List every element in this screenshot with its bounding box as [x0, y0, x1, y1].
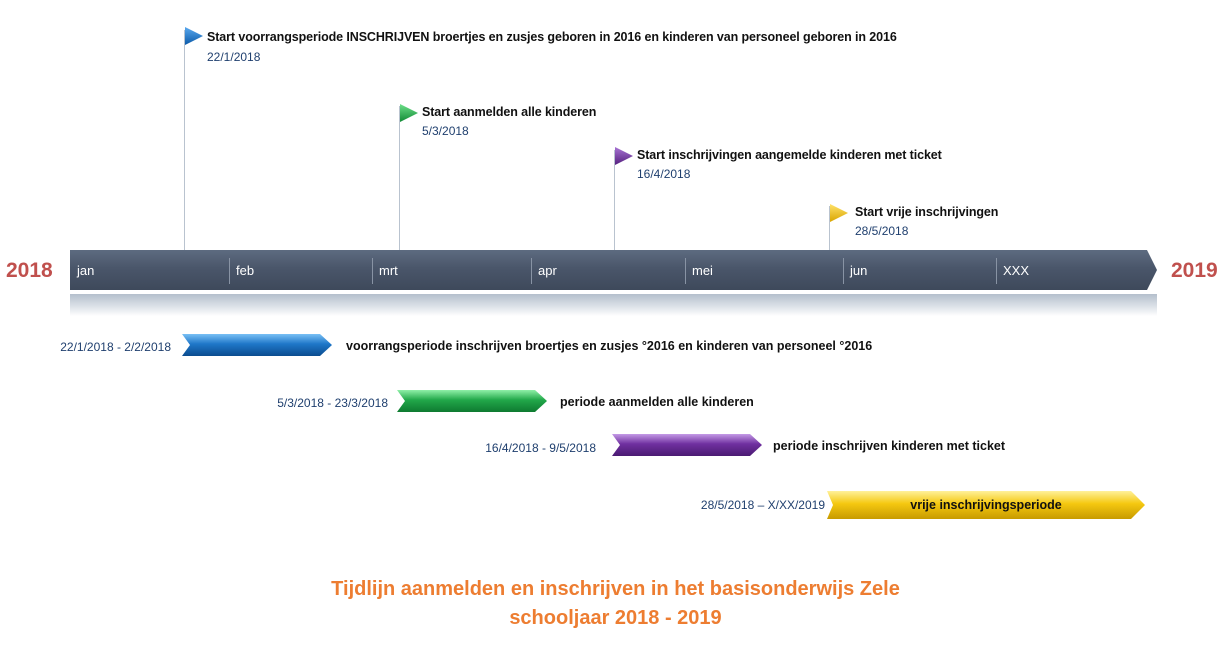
milestone-date: 28/5/2018: [855, 224, 909, 238]
axis-tick: [996, 258, 997, 284]
axis-tick: [229, 258, 230, 284]
axis-tick: [843, 258, 844, 284]
period-arrow: [397, 390, 547, 412]
timeline-axis-shadow: [70, 294, 1157, 316]
flag-icon: [830, 204, 848, 222]
milestone-title: Start voorrangsperiode INSCHRIJVEN broertjes en zusjes geboren in 2016 en kinderen van personeel geboren in 2016: [207, 30, 897, 44]
milestone-line: [184, 30, 185, 250]
period-range: 22/1/2018 - 2/2/2018: [60, 340, 171, 354]
period-arrow: [612, 434, 762, 456]
axis-tick: [372, 258, 373, 284]
end-year: 2019: [1171, 259, 1218, 282]
period-range: 16/4/2018 - 9/5/2018: [485, 441, 596, 455]
flag-icon: [400, 104, 418, 122]
flag-icon: [615, 147, 633, 165]
period-label: voorrangsperiode inschrijven broertjes en zusjes °2016 en kinderen van personeel °2016: [346, 339, 873, 353]
milestone-date: 5/3/2018: [422, 124, 469, 138]
axis-tick: [685, 258, 686, 284]
milestone-line: [614, 150, 615, 250]
period-arrow: [182, 334, 332, 356]
period-label: periode inschrijven kinderen met ticket: [773, 439, 1006, 453]
milestone-line: [399, 106, 400, 250]
milestone-date: 16/4/2018: [637, 167, 691, 181]
milestone-title: Start vrije inschrijvingen: [855, 205, 999, 219]
period-label: vrije inschrijvingsperiode: [910, 498, 1062, 512]
month-label: jun: [850, 263, 868, 278]
flag-icon: [185, 27, 203, 45]
month-label: feb: [236, 263, 255, 278]
period-range: 28/5/2018 – X/XX/2019: [700, 498, 825, 512]
month-label: mrt: [379, 263, 398, 278]
milestone-title: Start aanmelden alle kinderen: [422, 105, 597, 119]
start-year: 2018: [6, 259, 53, 282]
milestone-date: 22/1/2018: [207, 50, 261, 64]
period-label: periode aanmelden alle kinderen: [560, 395, 754, 409]
month-label: XXX: [1003, 263, 1030, 278]
month-label: jan: [77, 263, 95, 278]
month-label: apr: [538, 263, 557, 278]
milestone-title: Start inschrijvingen aangemelde kinderen met ticket: [637, 148, 942, 162]
period-range: 5/3/2018 - 23/3/2018: [277, 396, 388, 410]
caption-subtitle: schooljaar 2018 - 2019: [509, 607, 722, 629]
timeline-axis: [70, 250, 1157, 290]
month-label: mei: [692, 263, 713, 278]
axis-tick: [531, 258, 532, 284]
caption-title: Tijdlijn aanmelden en inschrijven in het basisonderwijs Zele: [331, 578, 900, 600]
